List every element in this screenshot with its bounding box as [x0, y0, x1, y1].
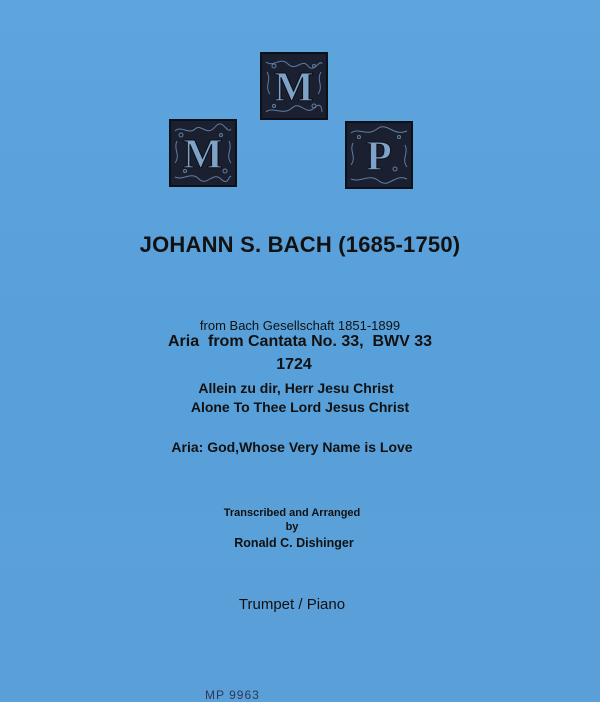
title-english: Alone To Thee Lord Jesus Christ: [190, 399, 410, 415]
logo-letter-p-right: [345, 121, 413, 189]
logo-letter-m-left: [169, 119, 237, 187]
credit-by: by: [285, 521, 299, 533]
credit-line: Transcribed and Arranged: [223, 507, 361, 519]
logo-letter-m-center: [260, 52, 328, 120]
catalog-number: MP 9963: [205, 688, 260, 702]
composition-year: 1724: [276, 356, 312, 373]
arranger-name: Ronald C. Dishinger: [234, 536, 354, 550]
source-note: from Bach Gesellschaft 1851-1899: [199, 318, 401, 333]
svg-text:P: P: [366, 134, 392, 180]
svg-text:M: M: [183, 132, 223, 178]
work-title: Aria from Cantata No. 33, BWV 33: [167, 333, 433, 350]
instrumentation: Trumpet / Piano: [238, 596, 346, 613]
ornamental-m-icon: [262, 54, 326, 118]
ornamental-p-icon: [347, 123, 411, 187]
aria-title: Aria: God,Whose Very Name is Love: [171, 439, 413, 455]
ornamental-m-icon: [171, 121, 235, 185]
composer-heading: JOHANN S. BACH (1685-1750): [139, 232, 461, 257]
title-german: Allein zu dir, Herr Jesu Christ: [198, 380, 394, 396]
svg-text:M: M: [274, 65, 314, 111]
